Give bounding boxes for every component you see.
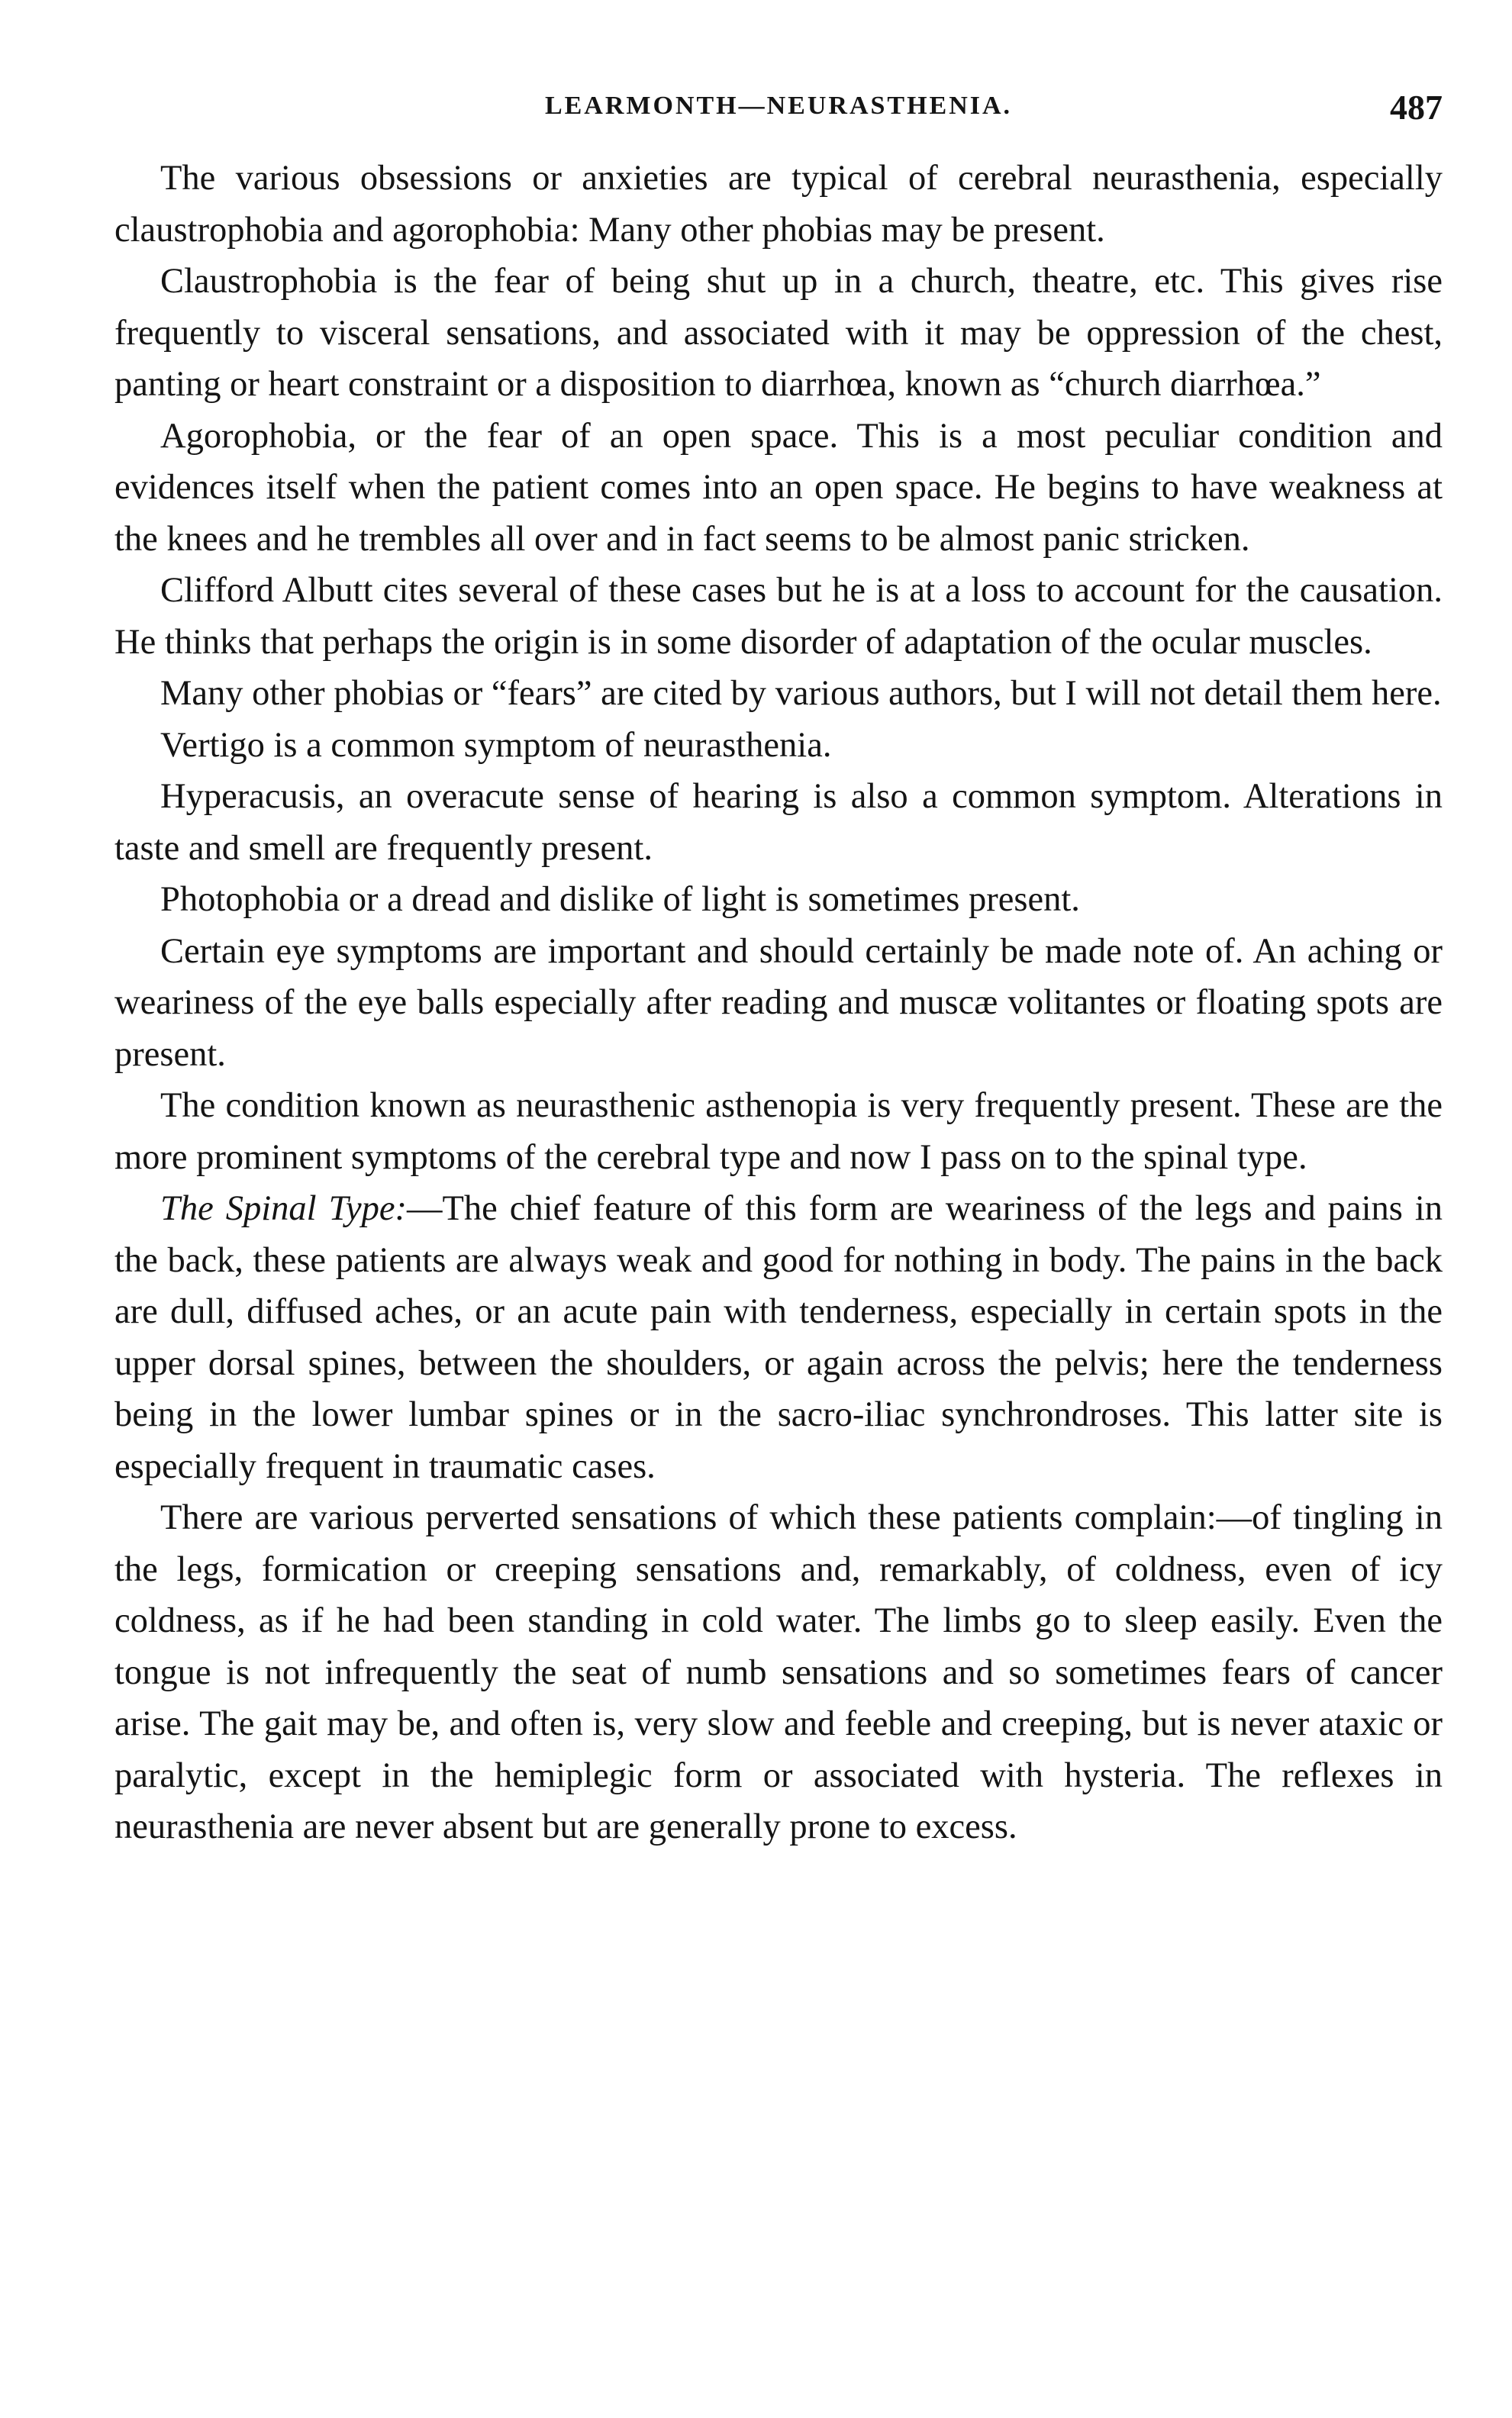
paragraph-2: Claustrophobia is the fear of being shut up in a church, theatre, etc. This gives rise frequently to visceral sensations, and associated with it may be oppression of the chest, panting or heart constraint or a disposition to diarrhœa, known as “church diarrhœa.” — [114, 262, 1443, 404]
page-number: 487 — [1390, 88, 1443, 127]
paragraph-9: Certain eye symptoms are important and should certainly be made note of. An aching or weariness of the eye balls especially after reading and muscæ volitantes or floating spots are present. — [114, 931, 1443, 1074]
paragraph-8: Photophobia or a dread and dislike of light is sometimes present. — [160, 880, 1080, 919]
running-title: LEARMONTH—NEURASTHENIA. — [544, 92, 1013, 120]
paragraph-4: Clifford Albutt cites several of these cases but he is at a loss to account for the causation. He thinks that perhaps the origin is in some disorder of adaptation of the ocular muscles. — [114, 571, 1443, 662]
paragraph-5: Many other phobias or “fears” are cited by various authors, but I will not detail them here. — [160, 674, 1442, 713]
paragraph-3: Agorophobia, or the fear of an open space. This is a most peculiar condition and evidences itself when the patient comes into an open space. He begins to have weakness at the knees and he trembles all over and in fact seems to be almost panic stricken. — [114, 416, 1443, 559]
paragraph-6: Vertigo is a common symptom of neurasthenia. — [160, 725, 832, 765]
paragraph-10: The condition known as neurasthenic asthenopia is very frequently present. These are the more prominent symptoms of the cerebral type and now I pass on to the spinal type. — [114, 1086, 1443, 1177]
document-page — [114, 88, 1443, 1853]
section-lead-spinal-type: The Spinal Type: — [160, 1189, 407, 1228]
paragraph-11: The Spinal Type:—The chief feature of this form are weariness of the legs and pains in the back, these patients are always weak and good for nothing in body. The pains in the back are dull, diffused aches, or an acute pain with tenderness, especially in certain spots in the upper dorsal spines, between the shoulders, or again across the pelvis; here the tenderness being in the lower lumbar spines or in the sacro-iliac synchrondroses. This latter site is especially frequent in traumatic cases. — [114, 1189, 1443, 1486]
paragraph-12: There are various perverted sensations of which these patients complain:—of tingling in the legs, formication or creeping sensations and, remarkably, of coldness, even of icy coldness, as if he had been standing in cold water. The limbs go to sleep easily. Even the tongue is not infrequently the seat of numb sensations and so sometimes fears of cancer arise. The gait may be, and often is, very slow and feeble and creeping, but is never ataxic or paralytic, except in the hemiplegic form or associated with hysteria. The reflexes in neurasthenia are never absent but are generally prone to excess. — [114, 1498, 1443, 1846]
body-text — [114, 153, 1443, 1853]
paragraph-1: The various obsessions or anxieties are typical of cerebral neurasthenia, especially claustrophobia and agorophobia: Many other phobias may be present. — [114, 159, 1443, 250]
running-header — [114, 88, 1443, 137]
paragraph-7: Hyperacusis, an overacute sense of hearing is also a common symptom. Alterations in taste and smell are frequently present. — [114, 777, 1443, 868]
